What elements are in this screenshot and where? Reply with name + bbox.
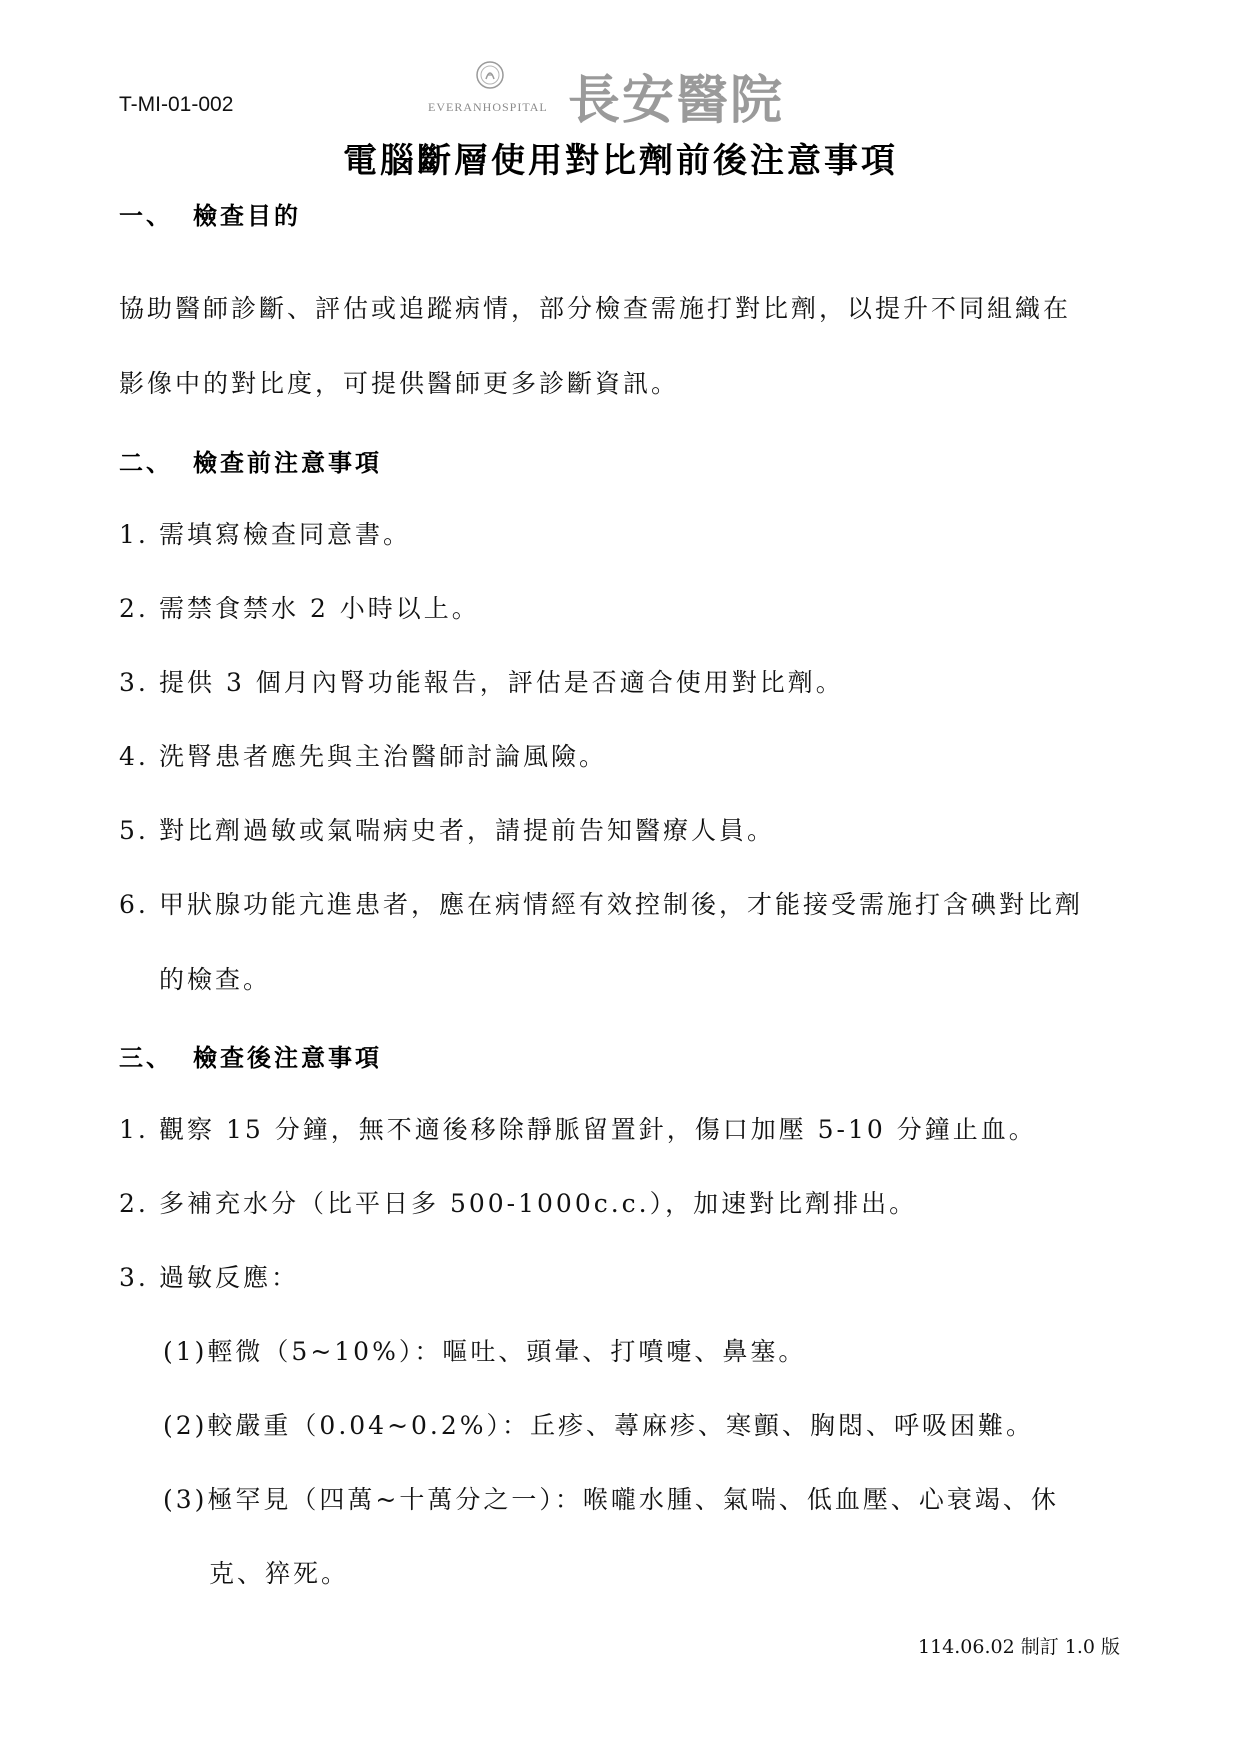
- list-item-number: 6.: [119, 890, 149, 919]
- list-item-text: 對比劑過敏或氣喘病史者，請提前告知醫療人員。: [159, 816, 776, 845]
- document-code: T-MI-01-002: [119, 93, 234, 116]
- list-item: [119, 1110, 1037, 1146]
- hospital-logo: [420, 58, 840, 131]
- list-item: [119, 885, 1083, 921]
- allergy-sub-item-continuation: 克、猝死。: [209, 1559, 350, 1588]
- section-number: 一、: [119, 202, 173, 230]
- page-title: 電腦斷層使用對比劑前後注意事項: [343, 141, 898, 181]
- list-item: [119, 589, 480, 625]
- list-item-text: 洗腎患者應先與主治醫師討論風險。: [159, 742, 608, 771]
- allergy-sub-item: (2)較嚴重（0.04~0.2%）：丘疹、蕁麻疹、寒顫、胸悶、呼吸困難。: [163, 1411, 1035, 1440]
- list-item-number: 1.: [119, 1115, 149, 1144]
- list-item: [119, 515, 411, 551]
- list-item-number: 4.: [119, 742, 149, 771]
- section-title: 檢查前注意事項: [193, 449, 382, 477]
- section-heading-after-exam: [119, 1038, 382, 1073]
- revision-version: 114.06.02 制訂 1.0 版: [918, 1636, 1121, 1658]
- section-heading-purpose: [119, 196, 301, 231]
- logo-english-name: EVERANHOSPITAL: [428, 100, 548, 114]
- logo-chinese-name: 長安醫院: [568, 71, 785, 131]
- section-title: 檢查後注意事項: [193, 1044, 382, 1072]
- list-item: [119, 1184, 917, 1220]
- purpose-paragraph-line: 影像中的對比度，可提供醫師更多診斷資訊。: [119, 369, 680, 398]
- section-number: 二、: [119, 449, 173, 477]
- list-item-number: 2.: [119, 1189, 149, 1218]
- list-item-continuation: 的檢查。: [159, 965, 272, 994]
- list-item-number: 1.: [119, 520, 149, 549]
- list-item-text: 提供 3 個月內腎功能報告，評估是否適合使用對比劑。: [159, 668, 844, 697]
- allergy-sub-item: (3)極罕見（四萬~十萬分之一）：喉嚨水腫、氣喘、低血壓、心衰竭、休: [163, 1485, 1059, 1514]
- list-item-text: 甲狀腺功能亢進患者，應在病情經有效控制後，才能接受需施打含碘對比劑: [159, 890, 1084, 919]
- section-title: 檢查目的: [193, 202, 301, 230]
- allergy-sub-item: (1)輕微（5~10%）：嘔吐、頭暈、打噴嚏、鼻塞。: [163, 1337, 807, 1366]
- list-item: [119, 811, 775, 847]
- list-item-number: 3.: [119, 668, 149, 697]
- section-number: 三、: [119, 1044, 173, 1072]
- list-item-text: 需禁食禁水 2 小時以上。: [159, 594, 480, 623]
- list-item-text: 多補充水分（比平日多 500-1000c.c.），加速對比劑排出。: [159, 1189, 918, 1218]
- section-heading-before-exam: [119, 443, 382, 478]
- list-item: [119, 663, 844, 699]
- list-item-text: 需填寫檢查同意書。: [159, 520, 412, 549]
- purpose-paragraph-line: 協助醫師診斷、評估或追蹤病情，部分檢查需施打對比劑，以提升不同組織在: [119, 294, 1072, 323]
- list-item: [119, 1258, 299, 1294]
- hospital-emblem-icon: [475, 60, 505, 90]
- list-item-text: 觀察 15 分鐘，無不適後移除靜脈留置針，傷口加壓 5-10 分鐘止血。: [159, 1115, 1037, 1144]
- list-item-number: 3.: [119, 1263, 149, 1292]
- list-item: [119, 737, 607, 773]
- list-item-number: 2.: [119, 594, 149, 623]
- list-item-text: 過敏反應：: [159, 1263, 300, 1292]
- list-item-number: 5.: [119, 816, 149, 845]
